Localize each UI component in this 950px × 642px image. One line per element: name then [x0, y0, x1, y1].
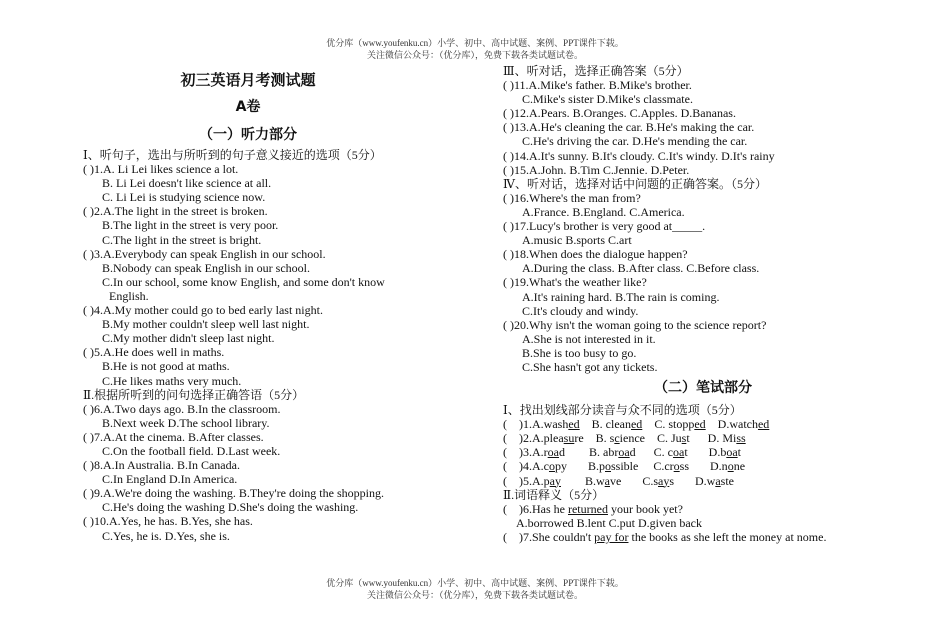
underlined-segment: ed [568, 417, 580, 432]
text-line: A.She is not interested in it. [522, 331, 656, 346]
text-line: ( )6.A.Two days ago. B.In the classroom. [83, 401, 281, 416]
text-line: C.In England D.In America. [102, 472, 238, 487]
underlined-segment: oa [547, 445, 559, 460]
underlined-segment: ss [736, 431, 746, 446]
text-line: C.It's cloudy and windy. [522, 303, 639, 318]
question-1 [503, 417, 903, 431]
underlined-segment: oa [618, 445, 630, 460]
question-3 [503, 445, 903, 459]
text-line: B.My mother couldn't sleep well last night. [102, 317, 310, 332]
question-2 [503, 431, 903, 445]
written-subsection-2: Ⅱ.词语释义（5分） [503, 487, 605, 502]
left-column [83, 64, 413, 543]
header-line-1: 优分库（www.youfenku.cn）小学、初中、高中试题、案例、PPT课件下载。 [326, 38, 624, 48]
underlined-segment: su [563, 431, 575, 446]
text-line: ( )16.Where's the man from? [503, 190, 641, 205]
text-segment: re B. s [574, 431, 615, 446]
question-7 [503, 530, 903, 544]
text-line: A.During the class. B.After class. C.Before class. [522, 261, 760, 276]
text-segment: ste [720, 473, 735, 488]
volume-label: A卷 [235, 99, 261, 115]
text-line: ( )13.A.He's cleaning the car. B.He's making the car. [503, 120, 755, 135]
underlined-segment: returned [567, 501, 608, 516]
underlined-segment: ed [694, 417, 706, 432]
text-line: A.music B.sports C.art [522, 233, 632, 248]
text-line: C.Yes, he is. D.Yes, she is. [102, 528, 230, 543]
text-segment: ience C. Ju [619, 431, 682, 446]
text-segment: B.w [561, 473, 605, 488]
underlined-segment: o [727, 459, 734, 474]
text-line: ( )17.Lucy's brother is very good at_____. [503, 219, 706, 234]
text-line: ( )15.A.John. B.Tim C.Jennie. D.Peter. [503, 162, 690, 177]
text-line: B. Li Lei doesn't like science at all. [102, 176, 272, 191]
text-line: ( )11.A.Mike's father. B.Mike's brother. [503, 78, 692, 93]
underlined-segment: a [604, 473, 610, 488]
text-segment: d C. c [629, 445, 673, 460]
text-segment: ve C.s [610, 473, 658, 488]
underlined-segment: pay for [594, 529, 629, 544]
text-segment: ( )5.A.p [503, 473, 550, 488]
text-segment: ne [733, 459, 746, 474]
underlined-segment: oa [672, 445, 685, 460]
text-segment: D.watch [705, 417, 758, 432]
text-segment: ( )7.She couldn't [503, 529, 595, 544]
text-line: Ⅱ.根据所听到的问句选择正确答语（5分） [83, 387, 305, 402]
text-line: B.He is not good at maths. [102, 359, 230, 374]
underlined-segment: a [715, 473, 721, 488]
written-questions [503, 403, 903, 544]
question-6 [503, 502, 903, 516]
question-5 [503, 474, 903, 488]
text-line: C.He likes maths very much. [102, 373, 242, 388]
text-line: C.He's doing the washing D.She's doing the washing. [102, 500, 359, 515]
underlined-segment: ed [757, 417, 770, 432]
written-subsection-1: Ⅰ、找出划线部分读音与众不同的选项（5分） [503, 403, 742, 418]
page-footer [0, 577, 950, 601]
text-line: C.Mike's sister D.Mike's classmate. [522, 92, 693, 107]
underlined-segment: o [673, 459, 680, 474]
text-line: Ⅲ、听对话，选择正确答案（5分） [503, 64, 689, 78]
left-question-list [83, 148, 413, 543]
text-line: C.In our school, some know English, and some don't know [102, 274, 385, 289]
text-line: ( )14.A.It's sunny. B.It's cloudy. C.It's windy. D.It's rainy [503, 148, 775, 163]
written-section-title: （二）笔试部分 [654, 380, 752, 397]
text-line: C.My mother didn't sleep last night. [102, 331, 275, 346]
text-line: C.He's driving the car. D.He's mending the car. [522, 134, 748, 149]
text-line: B.She is too busy to go. [522, 345, 637, 360]
text-segment: ( )3.A.r [503, 445, 548, 460]
page-header [0, 37, 950, 61]
question-6-options: A.borrowed B.lent C.put D.given back [516, 515, 702, 530]
right-column [503, 64, 903, 544]
text-segment: ( )4.A.c [503, 459, 549, 474]
text-line: ( )7.A.At the cinema. B.After classes. [83, 429, 264, 444]
underlined-segment: ed [630, 417, 643, 432]
listening-section-title: （一）听力部分 [199, 127, 297, 143]
text-line: ( )3.A.Everybody can speak English in our school. [83, 246, 326, 261]
text-line: B.Nobody can speak English in our school. [102, 260, 310, 275]
text-line: C.On the football field. D.Last week. [102, 443, 281, 458]
text-line: ( )19.What's the weather like? [503, 275, 647, 290]
text-line: C.The light in the street is bright. [102, 232, 262, 247]
text-line: ( )20.Why isn't the woman going to the science report? [503, 317, 767, 332]
text-line: Ⅳ、听对话，选择对话中问题的正确答案。（5分） [503, 176, 767, 191]
underlined-segment: ay [658, 473, 670, 488]
text-segment: t D.b [684, 445, 727, 460]
underlined-segment: o [548, 459, 555, 474]
text-segment: ( )2.A.plea [503, 431, 564, 446]
text-segment: t D. Mi [686, 431, 737, 446]
underlined-segment: s [681, 431, 687, 446]
header-line-2: 关注微信公众号：（优分库），免费下载各类试题试卷。 [366, 50, 583, 60]
text-segment: t [737, 445, 741, 460]
text-segment: the books as she left the money at nome. [628, 529, 827, 544]
text-line: ( )1.A. Li Lei likes science a lot. [83, 162, 239, 177]
text-segment: ssible C.cr [611, 459, 674, 474]
text-segment: s D.w [669, 473, 716, 488]
text-line: C. Li Lei is studying science now. [102, 190, 266, 205]
text-line: A.It's raining hard. B.The rain is coming. [522, 289, 720, 304]
right-question-list [503, 64, 903, 374]
text-line: ( )2.A.The light in the street is broken. [83, 204, 268, 219]
text-segment: B. clean [579, 417, 631, 432]
text-segment: ( )1.A.wash [503, 417, 569, 432]
text-line: B.The light in the street is very poor. [102, 218, 279, 233]
text-segment: C. stopp [642, 417, 695, 432]
text-line: A.France. B.England. C.America. [522, 204, 685, 219]
text-line: ( )18.When does the dialogue happen? [503, 247, 688, 262]
text-line: B.Next week D.The school library. [102, 415, 270, 430]
text-segment: d B. abr [558, 445, 619, 460]
text-line: C.She hasn't got any tickets. [522, 359, 658, 374]
text-segment: ss D.n [679, 459, 728, 474]
underlined-segment: o [605, 459, 611, 474]
text-line: ( )8.A.In Australia. B.In Canada. [83, 458, 240, 473]
text-line: ( )10.A.Yes, he has. B.Yes, she has. [83, 514, 253, 529]
text-line: Ⅰ、听句子，选出与所听到的句子意义接近的选项（5分） [83, 148, 382, 162]
underlined-segment: oa [726, 445, 738, 460]
footer-line-1: 优分库（www.youfenku.cn）小学、初中、高中试题、案例、PPT课件下载。 [326, 578, 624, 588]
text-line: ( )5.A.He does well in maths. [83, 345, 225, 360]
underlined-segment: ay [549, 473, 561, 488]
text-segment: your book yet? [607, 501, 683, 516]
question-4 [503, 459, 903, 473]
text-segment: py B.p [554, 459, 605, 474]
text-line: ( )9.A.We're doing the washing. B.They're doing the shopping. [83, 486, 384, 501]
text-line: English. [109, 288, 149, 303]
underlined-segment: c [614, 431, 620, 446]
exam-title: 初三英语月考测试题 [180, 71, 316, 89]
footer-line-2: 关注微信公众号：（优分库），免费下载各类试题试卷。 [366, 590, 583, 600]
text-segment: ( )6.Has he [503, 501, 568, 516]
text-line: ( )4.A.My mother could go to bed early last night. [83, 303, 323, 318]
text-line: ( )12.A.Pears. B.Oranges. C.Apples. D.Bananas. [503, 106, 736, 121]
